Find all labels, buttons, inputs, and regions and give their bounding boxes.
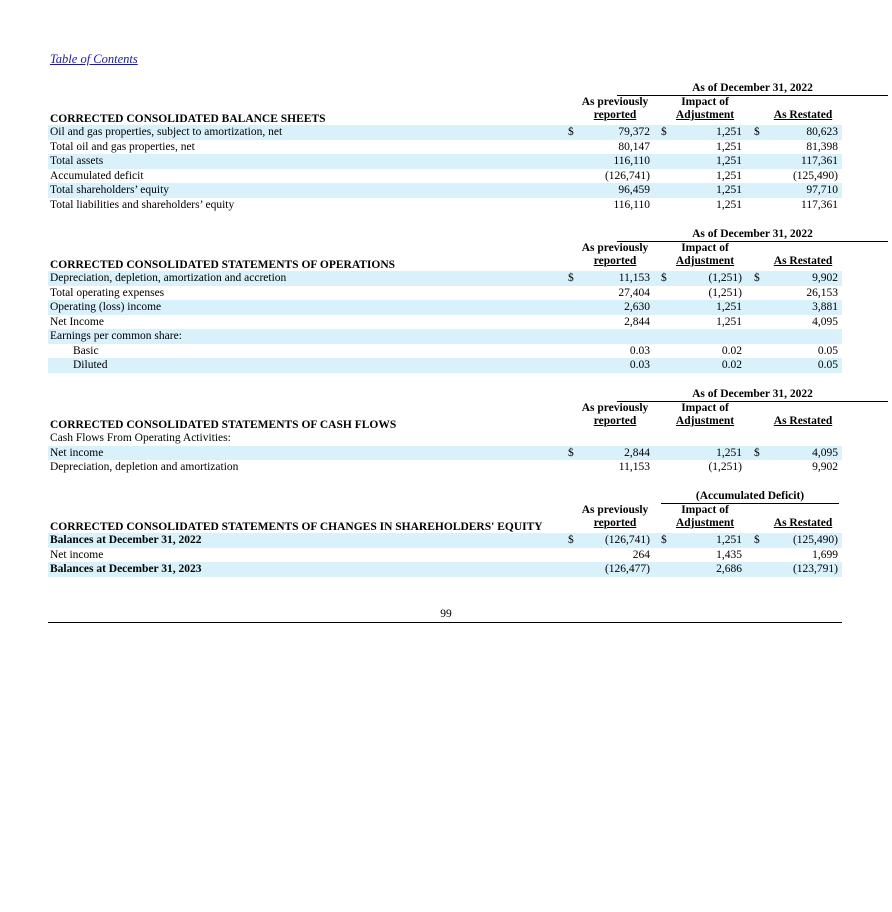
value-restated: 97,710 xyxy=(806,184,838,196)
page-number: 99 xyxy=(440,608,452,620)
table-of-contents-link[interactable]: Table of Contents xyxy=(50,52,138,66)
value-previously-reported: (126,477) xyxy=(604,563,650,575)
value-previously-reported: 11,153 xyxy=(618,272,650,284)
value-previously-reported: 116,110 xyxy=(613,198,650,211)
col3-header: As Restated xyxy=(773,415,833,427)
cashflows-section xyxy=(48,388,842,475)
row-label: Cash Flows From Operating Activities: xyxy=(50,432,231,444)
table-row xyxy=(48,446,842,461)
value-adjustment: 1,251 xyxy=(716,315,742,328)
value-restated: 0.05 xyxy=(817,344,838,357)
value-restated: 117,361 xyxy=(801,155,838,167)
value-adjustment: 1,435 xyxy=(716,548,742,561)
column-header-row-1 xyxy=(48,242,842,255)
table-row xyxy=(48,460,842,475)
period-label: As of December 31, 2022 xyxy=(617,388,888,402)
dollar-sign: $ xyxy=(568,446,574,459)
dollar-sign: $ xyxy=(661,272,667,284)
col2-header-line2: Adjustment xyxy=(675,255,735,267)
section-title: CORRECTED CONSOLIDATED STATEMENTS OF CHANGES IN SHAREHOLDERS' EQUITY xyxy=(50,521,543,533)
dollar-sign: $ xyxy=(568,126,574,138)
value-previously-reported: 2,844 xyxy=(624,315,650,328)
value-adjustment: 1,251 xyxy=(716,184,742,196)
row-label: Depreciation, depletion and amortization xyxy=(50,461,239,473)
row-label: Diluted xyxy=(73,359,108,371)
section-title: CORRECTED CONSOLIDATED STATEMENTS OF CASH FLOWS xyxy=(50,419,397,431)
period-label: As of December 31, 2022 xyxy=(617,82,888,96)
row-label: Net Income xyxy=(50,315,104,328)
dollar-sign: $ xyxy=(568,534,574,546)
operations-rows xyxy=(48,271,842,373)
value-adjustment: 2,686 xyxy=(716,563,742,575)
col2-header-line2: Adjustment xyxy=(675,517,735,529)
row-label: Accumulated deficit xyxy=(50,169,144,182)
value-restated: (125,490) xyxy=(792,169,838,182)
value-previously-reported: 2,630 xyxy=(624,301,650,313)
col3-header: As Restated xyxy=(773,517,833,529)
value-previously-reported: 80,147 xyxy=(618,140,650,153)
value-previously-reported: 2,844 xyxy=(624,446,650,459)
value-previously-reported: (126,741) xyxy=(604,169,650,182)
equity-rows xyxy=(48,533,842,577)
value-restated: (125,490) xyxy=(792,534,838,546)
row-label: Total assets xyxy=(50,155,104,167)
col1-header-line2: reported xyxy=(593,415,637,427)
section-title: CORRECTED CONSOLIDATED STATEMENTS OF OPERATIONS xyxy=(50,259,396,271)
value-adjustment: (1,251) xyxy=(708,461,742,473)
value-previously-reported: 27,404 xyxy=(618,286,650,299)
col3-header: As Restated xyxy=(773,255,833,267)
col2-header-line2: Adjustment xyxy=(675,109,735,121)
value-previously-reported: 264 xyxy=(632,548,650,561)
table-row xyxy=(48,533,842,548)
value-restated: 0.05 xyxy=(817,359,838,371)
column-header-row-2 xyxy=(48,415,842,431)
value-restated: (123,791) xyxy=(792,563,838,575)
table-row xyxy=(48,271,842,286)
dollar-sign: $ xyxy=(754,126,760,138)
value-restated: 80,623 xyxy=(806,126,838,138)
col1-header-line1: As previously xyxy=(581,242,649,254)
column-header-row-2 xyxy=(48,517,842,533)
dollar-sign: $ xyxy=(754,446,760,459)
row-label: Balances at December 31, 2022 xyxy=(50,534,202,546)
col2-header-line1: Impact of xyxy=(681,504,729,516)
dollar-sign: $ xyxy=(661,534,667,546)
table-row xyxy=(48,300,842,315)
footer-divider xyxy=(48,622,842,623)
value-adjustment: 1,251 xyxy=(716,155,742,167)
dollar-sign: $ xyxy=(754,272,760,284)
value-restated: 9,902 xyxy=(812,272,838,284)
table-row xyxy=(48,344,842,359)
table-row xyxy=(48,183,842,198)
table-row xyxy=(48,329,842,344)
column-header-row-1 xyxy=(48,96,842,109)
row-label: Earnings per common share: xyxy=(50,330,182,342)
column-header-row-2 xyxy=(48,255,842,271)
row-label: Depreciation, depletion, amortization and accretion xyxy=(50,272,287,284)
period-header xyxy=(48,82,842,96)
value-adjustment: 1,251 xyxy=(716,126,742,138)
value-adjustment: 0.02 xyxy=(721,359,742,371)
row-label: Total liabilities and shareholders’ equity xyxy=(50,198,235,211)
value-adjustment: 1,251 xyxy=(716,198,742,211)
row-label: Oil and gas properties, subject to amortization, net xyxy=(50,126,283,138)
value-adjustment: 1,251 xyxy=(716,446,742,459)
table-row xyxy=(48,548,842,563)
column-header-row-1 xyxy=(48,504,842,517)
period-label: (Accumulated Deficit) xyxy=(661,490,839,504)
row-label: Total oil and gas properties, net xyxy=(50,140,195,153)
value-adjustment: 1,251 xyxy=(716,140,742,153)
value-previously-reported: 0.03 xyxy=(629,359,650,371)
dollar-sign: $ xyxy=(568,272,574,284)
row-label: Operating (loss) income xyxy=(50,301,162,313)
row-label: Total operating expenses xyxy=(50,286,165,299)
col1-header-line2: reported xyxy=(593,109,637,121)
section-title: CORRECTED CONSOLIDATED BALANCE SHEETS xyxy=(50,113,326,125)
value-restated: 81,398 xyxy=(806,140,838,153)
col1-header-line1: As previously xyxy=(581,96,649,108)
table-row xyxy=(48,154,842,169)
table-row xyxy=(48,358,842,373)
row-label: Net income xyxy=(50,446,104,459)
value-adjustment: 0.02 xyxy=(721,344,742,357)
table-row xyxy=(48,315,842,330)
balance-sheet-section xyxy=(48,82,842,212)
value-previously-reported: (126,741) xyxy=(604,534,650,546)
value-restated: 117,361 xyxy=(801,198,838,211)
value-adjustment: 1,251 xyxy=(716,169,742,182)
col2-header-line1: Impact of xyxy=(681,96,729,108)
table-row xyxy=(48,562,842,577)
value-restated: 4,095 xyxy=(812,446,838,459)
col1-header-line1: As previously xyxy=(581,504,649,516)
period-header xyxy=(48,228,842,242)
column-header-row-1 xyxy=(48,402,842,415)
value-adjustment: (1,251) xyxy=(708,286,742,299)
period-header xyxy=(48,490,842,504)
col2-header-line1: Impact of xyxy=(681,402,729,414)
value-previously-reported: 0.03 xyxy=(629,344,650,357)
col2-header-line1: Impact of xyxy=(681,242,729,254)
table-row xyxy=(48,286,842,301)
value-restated: 4,095 xyxy=(812,315,838,328)
balance-rows xyxy=(48,125,842,212)
period-label: As of December 31, 2022 xyxy=(617,228,888,242)
operations-section xyxy=(48,228,842,373)
col1-header-line2: reported xyxy=(593,255,637,267)
value-previously-reported: 116,110 xyxy=(613,155,650,167)
col1-header-line1: As previously xyxy=(581,402,649,414)
value-previously-reported: 79,372 xyxy=(618,126,650,138)
row-label: Balances at December 31, 2023 xyxy=(50,563,202,575)
table-row xyxy=(48,198,842,213)
value-restated: 9,902 xyxy=(812,461,838,473)
dollar-sign: $ xyxy=(754,534,760,546)
value-adjustment: (1,251) xyxy=(708,272,742,284)
col1-header-line2: reported xyxy=(593,517,637,529)
table-row xyxy=(48,169,842,184)
col2-header-line2: Adjustment xyxy=(675,415,735,427)
value-restated: 26,153 xyxy=(806,286,838,299)
cashflows-rows xyxy=(48,431,842,475)
value-previously-reported: 11,153 xyxy=(618,461,650,473)
table-row xyxy=(48,125,842,140)
dollar-sign: $ xyxy=(661,126,667,138)
row-label: Basic xyxy=(73,344,99,357)
value-adjustment: 1,251 xyxy=(716,534,742,546)
column-header-row-2 xyxy=(48,109,842,125)
value-previously-reported: 96,459 xyxy=(618,184,650,196)
table-row xyxy=(48,140,842,155)
value-restated: 1,699 xyxy=(812,548,838,561)
row-label: Net income xyxy=(50,548,104,561)
equity-section xyxy=(48,490,842,577)
table-row xyxy=(48,431,842,446)
value-restated: 3,881 xyxy=(812,301,838,313)
col3-header: As Restated xyxy=(773,109,833,121)
row-label: Total shareholders’ equity xyxy=(50,184,170,196)
period-header xyxy=(48,388,842,402)
value-adjustment: 1,251 xyxy=(716,301,742,313)
